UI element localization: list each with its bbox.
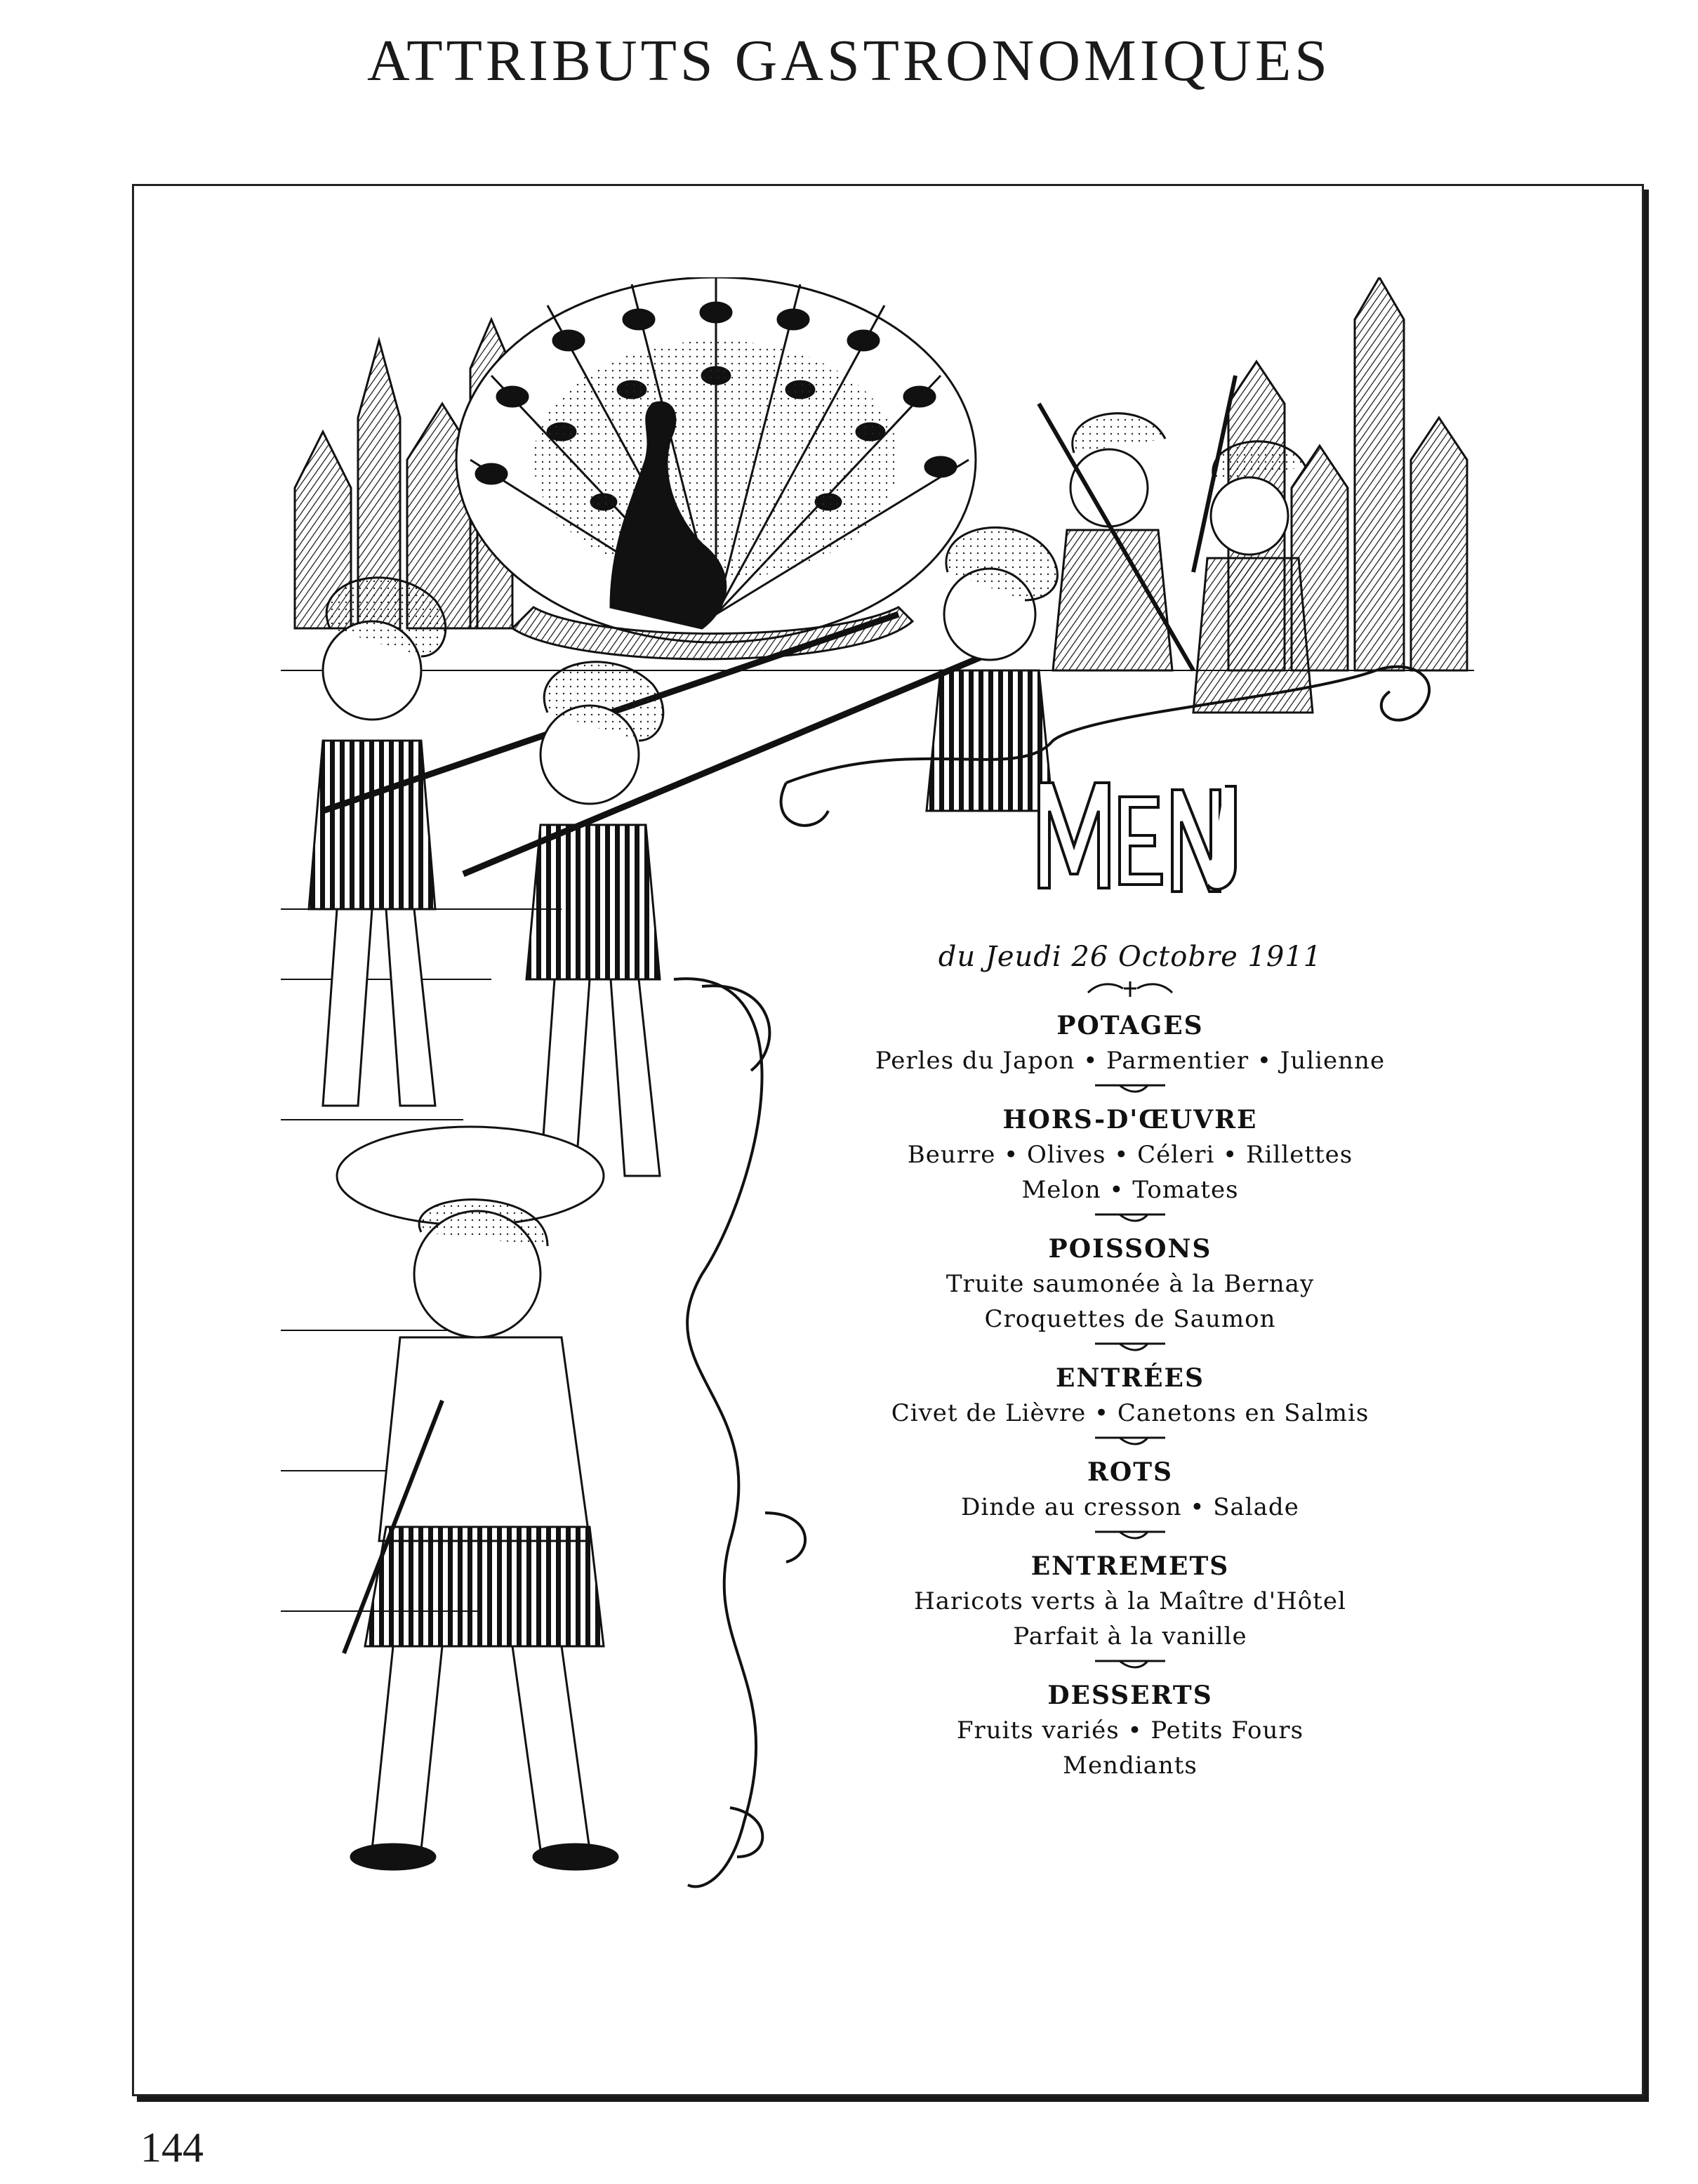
course-poissons (793, 1231, 1467, 1354)
figure-laughing-chef (337, 1127, 618, 1869)
course-rots (793, 1455, 1467, 1542)
course-line: Civet de Lièvre • Canetons en Salmis (891, 1399, 1369, 1427)
separator-ornament (1092, 1080, 1169, 1095)
course-heading: ENTREMETS (1030, 1551, 1230, 1581)
course-hors-doeuvre (793, 1102, 1467, 1224)
course-line: Haricots verts à la Maître d'Hôtel (914, 1587, 1346, 1615)
separator-ornament (1092, 1209, 1169, 1224)
course-desserts (793, 1678, 1467, 1783)
separator-ornament (1092, 1526, 1169, 1542)
course-heading: DESSERTS (1047, 1681, 1213, 1710)
figure-bearer-middle (526, 662, 663, 1176)
menu-title-lettering (1032, 769, 1242, 902)
course-line: Parfait à la vanille (1013, 1622, 1247, 1650)
separator-ornament (1092, 1655, 1169, 1671)
menu-text (793, 941, 1467, 1786)
course-potages (793, 1008, 1467, 1095)
menu-title-text: MENU (1136, 853, 1139, 854)
scroll-banner (674, 979, 805, 1886)
page-number: 144 (140, 2124, 204, 2171)
menu-date: du Jeudi 26 Octobre 1911 (938, 941, 1322, 973)
running-head: ATTRIBUTS GASTRONOMIQUES (366, 28, 1332, 93)
menu-title (1032, 769, 1242, 902)
course-line: Perles du Japon • Parmentier • Julienne (875, 1047, 1386, 1075)
course-heading: ROTS (1087, 1457, 1174, 1487)
course-line: Melon • Tomates (1021, 1176, 1239, 1204)
separator-ornament (1092, 1432, 1169, 1448)
course-line: Fruits variés • Petits Fours (956, 1716, 1304, 1745)
course-line: Beurre • Olives • Céleri • Rillettes (907, 1141, 1353, 1169)
figure-guard-1 (1039, 404, 1193, 670)
course-entrees (793, 1361, 1467, 1448)
course-line: Dinde au cresson • Salade (961, 1493, 1299, 1521)
course-line: Mendiants (1063, 1752, 1198, 1780)
flourish-ornament (1085, 979, 1176, 998)
course-heading: POISSONS (1048, 1234, 1212, 1264)
course-line: Truite saumonée à la Bernay (946, 1270, 1315, 1298)
course-entremets (793, 1549, 1467, 1671)
course-heading: POTAGES (1056, 1011, 1204, 1040)
course-heading: ENTRÉES (1056, 1363, 1205, 1393)
course-line: Croquettes de Saumon (984, 1305, 1276, 1333)
figure-bearer-left (309, 578, 446, 1106)
course-heading: HORS-D'ŒUVRE (1002, 1105, 1258, 1134)
separator-ornament (1092, 1338, 1169, 1354)
